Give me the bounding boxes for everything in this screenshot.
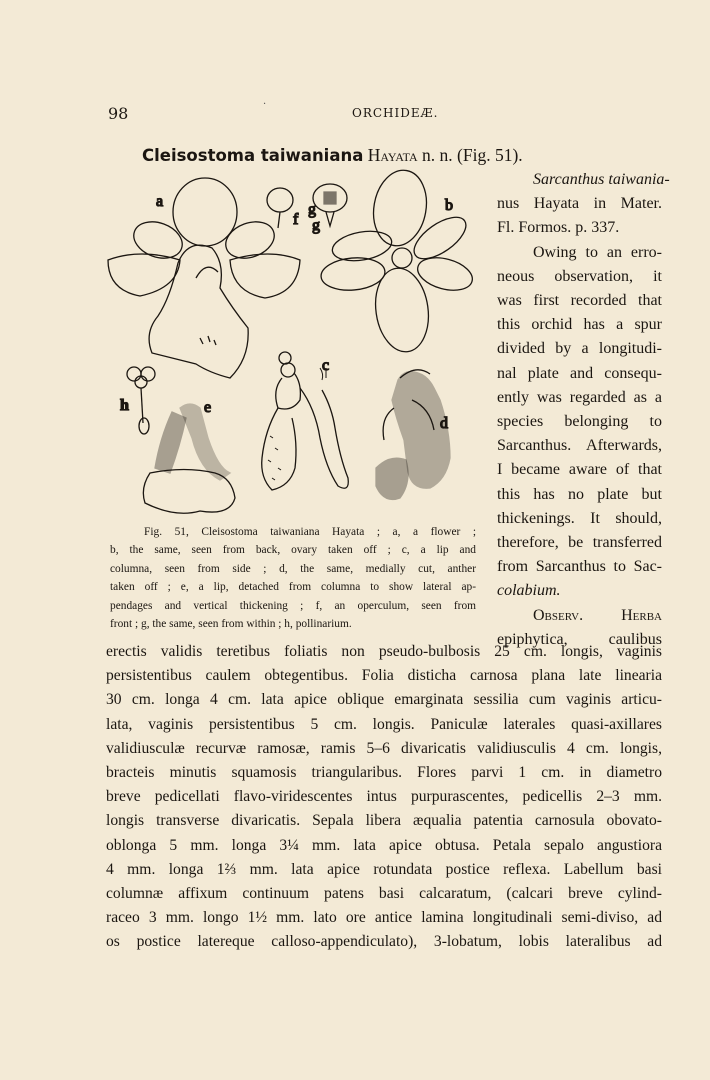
caption-line: b, the same, seen from back, ovary taken off ; c, a lip and xyxy=(110,544,476,557)
text-line: nus Hayata in Mater. xyxy=(497,195,662,213)
lip-medial-cut-drawing xyxy=(376,370,450,500)
figure-label-g: g xyxy=(308,201,316,218)
figure-label-g-small: g xyxy=(312,217,320,234)
body-line: os postice latereque calloso-appendiculato), 3-lobatum, lobis lateralibus ad xyxy=(106,933,662,951)
species-title xyxy=(142,145,523,166)
figure-label-c: c xyxy=(322,357,330,374)
text-line: therefore, be transferred xyxy=(497,534,662,552)
text-line: Owing to an erro- xyxy=(533,243,662,261)
body-line: breve pedicellati flavo-viridescentes intus purpurascentes, pedicellis 2–3 mm. xyxy=(106,788,662,806)
text-line: ently was regarded as a xyxy=(497,388,662,406)
species-author: Hayata xyxy=(367,145,418,165)
text-line: species belonging to xyxy=(497,413,662,431)
text-line: Sarcanthus taiwania- xyxy=(533,171,670,188)
caption-line: front ; g, the same, seen from within ; h, pollinarium. xyxy=(110,618,352,631)
body-line: raceo 3 mm. longo 1½ mm. lato ore antice lamina longitudinali semi-diviso, ad xyxy=(106,909,662,927)
body-line: columnæ affixum continuum patens basi calcaratum, (calcari breve cylind- xyxy=(106,885,662,903)
text-line: Fl. Formos. p. 337. xyxy=(497,219,620,237)
text-line: epiphytica, caulibus xyxy=(497,630,662,648)
figure-label-a: a xyxy=(156,193,164,210)
text-line: this orchid has a spur xyxy=(497,316,662,334)
figure-label-b: b xyxy=(445,197,453,214)
caption-line: columna, seen from side ; d, the same, medially cut, anther xyxy=(110,562,476,575)
figure-caption xyxy=(110,523,476,633)
text-line: was first recorded that xyxy=(497,292,662,310)
right-column-text xyxy=(497,168,670,652)
body-line: oblonga 5 mm. longa 3¼ mm. lata apice obtusa. Petala sepalo angustiora xyxy=(106,836,662,854)
text-line: thickenings. It should, xyxy=(497,509,662,527)
text-line: colabium. xyxy=(497,582,561,600)
figure-label-d: d xyxy=(440,415,448,432)
text-line: Sarcanthus. Afterwards, xyxy=(497,437,662,455)
figure-label-h: h xyxy=(120,397,129,414)
body-line: 30 cm. longa 4 cm. lata apice oblique emarginata sessilia cum vaginis articu- xyxy=(106,691,662,709)
species-name: Cleisostoma taiwaniana xyxy=(142,146,364,165)
figure-51-illustration xyxy=(100,168,490,516)
lip-column-side-drawing xyxy=(262,352,349,490)
body-line: validiusculæ recurvæ ramosæ, ramis 5–6 divaricatis validiusculis 4 cm. longis, xyxy=(106,739,662,757)
body-line: bracteis minutis squamosis triangularibus. Flores parvi 1 cm. in diametro xyxy=(106,764,662,782)
body-text xyxy=(106,640,662,955)
text-line: Observ. Herba xyxy=(533,606,662,624)
pollinarium-drawing xyxy=(127,367,155,434)
body-line: 4 mm. longa 1⅔ mm. lata apice rotundata postice reflexa. Labellum basi xyxy=(106,860,662,878)
running-head: ORCHIDEÆ. xyxy=(352,106,439,120)
text-line: this has no plate but xyxy=(497,485,662,503)
caption-line: Fig. 51, Cleisostoma taiwaniana Hayata ; a, a flower ; xyxy=(144,526,476,538)
lip-detached-drawing xyxy=(143,404,235,513)
body-line: longis transverse divaricatis. Sepala libera æqualia patentia carnosula obovato- xyxy=(106,812,662,830)
page-number: 98 xyxy=(108,104,129,123)
body-line: lata, vaginis persistentibus 5 cm. longis. Paniculæ laterales quasi-axillares xyxy=(106,715,662,733)
print-speck: · xyxy=(263,99,267,110)
figure-label-e: e xyxy=(204,399,212,416)
text-line: nal plate and consequ- xyxy=(497,364,662,382)
text-line: from Sarcanthus to Sac- xyxy=(497,558,662,576)
text-line: neous observation, it xyxy=(497,267,662,285)
body-line: persistentibus caulem obtegentibus. Folia disticha carnosa plana late linearia xyxy=(106,667,662,685)
text-line: divided by a longitudi- xyxy=(497,340,662,358)
species-title-rest: n. n. (Fig. 51). xyxy=(422,145,523,165)
operculum-drawing xyxy=(267,184,347,228)
caption-line: pendages and vertical thickening ; f, an operculum, seen from xyxy=(110,599,476,612)
body-line: erectis validis teretibus foliatis non pseudo-bulbosis 25 cm. longis, vaginis xyxy=(106,643,662,660)
text-line: I became aware of that xyxy=(497,461,662,479)
caption-line: taken off ; e, a lip, detached from columna to show lateral ap- xyxy=(110,581,476,594)
figure-label-f: f xyxy=(293,211,299,228)
